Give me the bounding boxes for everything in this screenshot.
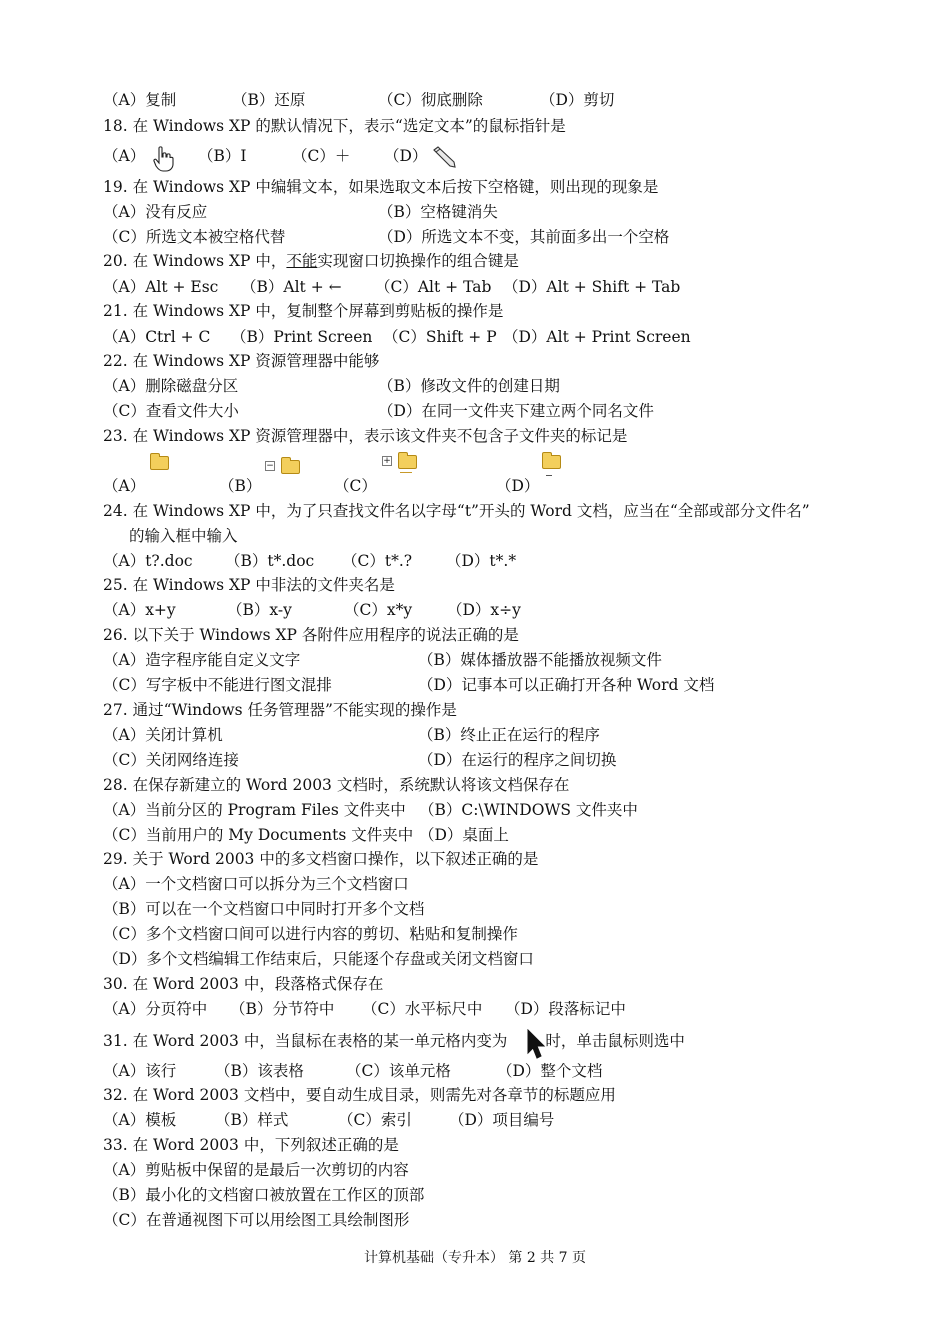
answer-option: （B）媒体播放器不能播放视频文件 <box>418 651 662 669</box>
answer-option: （C）关闭网络连接 <box>103 751 239 769</box>
answer-option: （D）记事本可以正确打开各种 Word 文档 <box>418 676 715 694</box>
question-stem: 19. 在 Windows XP 中编辑文本，如果选取文本后按下空格键，则出现的现象是 <box>103 178 659 196</box>
arrow-pointer-icon <box>527 1029 547 1061</box>
folder-tick-mark <box>546 475 552 476</box>
folder-icon <box>150 456 169 470</box>
answer-option: （A）没有反应 <box>103 203 208 221</box>
answer-option: （D）项目编号 <box>449 1111 555 1129</box>
answer-option: （A）删除磁盘分区 <box>103 377 239 395</box>
question-stem: 28. 在保存新建立的 Word 2003 文档时，系统默认将该文档保存在 <box>103 776 570 794</box>
collapse-box-icon: − <box>266 461 274 471</box>
pen-pointer-icon <box>431 146 457 168</box>
answer-option: （B）t*.doc <box>225 552 315 570</box>
answer-option: （D） <box>384 147 428 165</box>
q20-after: 实现窗口切换操作的组合键是 <box>317 252 519 270</box>
q31-after: 时，单击鼠标则选中 <box>545 1032 685 1050</box>
answer-option: （A）剪贴板中保留的是最后一次剪切的内容 <box>103 1161 409 1179</box>
answer-option: （B）I <box>198 147 247 165</box>
answer-option: （C）当前用户的 My Documents 文件夹中 <box>103 826 414 844</box>
answer-option: （B）终止正在运行的程序 <box>418 726 600 744</box>
answer-option: （B）分节符中 <box>230 1000 335 1018</box>
answer-option: （D）Alt + Shift + Tab <box>503 278 681 296</box>
q20-before: 20. 在 Windows XP 中， <box>103 252 287 270</box>
answer-option: （B）该表格 <box>215 1062 304 1080</box>
answer-option: （D）桌面上 <box>419 826 509 844</box>
answer-option: （A）x+y <box>103 601 176 619</box>
answer-option: （C）索引 <box>338 1111 412 1129</box>
answer-option: （C）水平标尺中 <box>362 1000 483 1018</box>
answer-option: （C）t*.? <box>342 552 413 570</box>
question-stem: 32. 在 Word 2003 文档中，要自动生成目录，则需先对各章节的标题应用 <box>103 1086 616 1104</box>
answer-option: （D）t*.* <box>446 552 517 570</box>
question-stem: 30. 在 Word 2003 中，段落格式保存在 <box>103 975 384 993</box>
answer-option: （C）多个文档窗口间可以进行内容的剪切、粘贴和复制操作 <box>103 925 518 943</box>
question-stem: 21. 在 Windows XP 中，复制整个屏幕到剪贴板的操作是 <box>103 302 504 320</box>
answer-option: （D）在同一文件夹下建立两个同名文件 <box>378 402 654 420</box>
answer-option: （B）Alt + ← <box>241 278 342 296</box>
answer-option: （B） <box>219 477 262 495</box>
folder-underline <box>400 472 412 473</box>
answer-option: （A）造字程序能自定义文字 <box>103 651 301 669</box>
answer-option: （D）x÷y <box>447 601 521 619</box>
answer-option: （D）段落标记中 <box>505 1000 626 1018</box>
answer-option: （D）在运行的程序之间切换 <box>418 751 617 769</box>
question-stem: 18. 在 Windows XP 的默认情况下，表示“选定文本”的鼠标指针是 <box>103 117 566 135</box>
answer-option: （B）可以在一个文档窗口中同时打开多个文档 <box>103 900 425 918</box>
question-stem: 25. 在 Windows XP 中非法的文件夹名是 <box>103 576 395 594</box>
answer-option: （D）剪切 <box>540 91 615 109</box>
expand-folder-icon <box>398 455 417 469</box>
answer-option: （D）整个文档 <box>497 1062 603 1080</box>
answer-option: （A）当前分区的 Program Files 文件夹中 <box>103 801 406 819</box>
answer-option: （A）一个文档窗口可以拆分为三个文档窗口 <box>103 875 409 893</box>
answer-option: （A） <box>103 147 146 165</box>
answer-option: （C）x*y <box>344 601 413 619</box>
folder-with-line-icon <box>542 455 561 469</box>
answer-option: （D）所选文本不变，其前面多出一个空格 <box>378 228 670 246</box>
answer-option: （C）Shift + P <box>383 328 497 346</box>
answer-option: （C）＋ <box>292 147 351 165</box>
answer-option: （B）还原 <box>232 91 306 109</box>
answer-option: （C）所选文本被空格代替 <box>103 228 286 246</box>
answer-option: （A）分页符中 <box>103 1000 208 1018</box>
q20-underlined: 不能 <box>286 252 318 270</box>
question-stem: 26. 以下关于 Windows XP 各附件应用程序的说法正确的是 <box>103 626 519 644</box>
answer-option: （A）复制 <box>103 91 177 109</box>
answer-option: （A）t?.doc <box>103 552 193 570</box>
q31-before: 31. 在 Word 2003 中，当鼠标在表格的某一单元格内变为 <box>103 1032 508 1050</box>
question-stem: 33. 在 Word 2003 中，下列叙述正确的是 <box>103 1136 399 1154</box>
answer-option: （B）修改文件的创建日期 <box>378 377 560 395</box>
question-20 <box>103 251 519 271</box>
answer-option: （A）Ctrl + C <box>103 328 211 346</box>
answer-option: （C） <box>334 477 377 495</box>
question-stem: 23. 在 Windows XP 资源管理器中，表示该文件夹不包含子文件夹的标记是 <box>103 427 628 445</box>
page-footer: 计算机基础（专升本） 第 2 共 7 页 <box>363 1250 587 1266</box>
answer-option: （C）彻底删除 <box>378 91 483 109</box>
answer-option: （C）在普通视图下可以用绘图工具绘制图形 <box>103 1211 410 1229</box>
answer-option: （A）关闭计算机 <box>103 726 223 744</box>
answer-option: （C）写字板中不能进行图文混排 <box>103 676 332 694</box>
answer-option: （A） <box>103 477 146 495</box>
answer-option: （C）查看文件大小 <box>103 402 239 420</box>
answer-option: （D） <box>496 477 540 495</box>
expand-box-icon: + <box>383 456 391 466</box>
hand-pointer-icon <box>153 146 175 172</box>
answer-option: （B）最小化的文档窗口被放置在工作区的顶部 <box>103 1186 425 1204</box>
answer-option: （B）空格键消失 <box>378 203 498 221</box>
question-stem: 29. 关于 Word 2003 中的多文档窗口操作，以下叙述正确的是 <box>103 850 539 868</box>
question-stem: 27. 通过“Windows 任务管理器”不能实现的操作是 <box>103 701 457 719</box>
answer-option: （A）该行 <box>103 1062 177 1080</box>
question-31 <box>103 1031 685 1051</box>
answer-option: （B）C:\WINDOWS 文件夹中 <box>419 801 638 819</box>
answer-option: （D）Alt + Print Screen <box>503 328 691 346</box>
answer-option: （C）Alt + Tab <box>375 278 492 296</box>
answer-option: （A）Alt + Esc <box>103 278 219 296</box>
question-24-continuation: 的输入框中输入 <box>129 527 238 545</box>
question-stem: 24. 在 Windows XP 中，为了只查找文件名以字母“t”开头的 Word 文档，应当在“全部或部分文件名” <box>103 502 810 520</box>
answer-option: （B）Print Screen <box>231 328 373 346</box>
answer-option: （C）该单元格 <box>346 1062 451 1080</box>
answer-option: （B）样式 <box>215 1111 289 1129</box>
answer-option: （B）x-y <box>227 601 292 619</box>
collapse-folder-icon <box>281 460 300 474</box>
answer-option: （A）模板 <box>103 1111 177 1129</box>
answer-option: （D）多个文档编辑工作结束后，只能逐个存盘或关闭文档窗口 <box>103 950 534 968</box>
question-stem: 22. 在 Windows XP 资源管理器中能够 <box>103 352 380 370</box>
